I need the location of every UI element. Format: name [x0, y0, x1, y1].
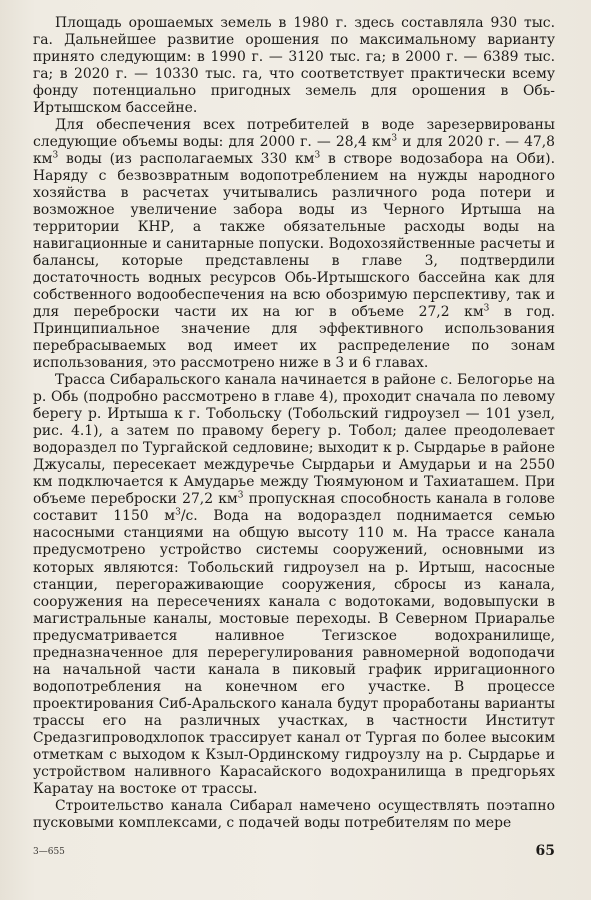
paragraph-1: Площадь орошаемых земель в 1980 г. здесь составляла 930 тыс. га. Дальнейшее развитие орошения по максимальному варианту принято следующим: в 1990 г. — 3120 тыс. га; в 2000 г. — 6389 тыс. га; в 2020 г. — 10330 тыс. га, что соответствует практически всему фонду потенциально пригодных земель для орошения в Обь-Иртышском бассейне.	[33, 15, 555, 117]
superscript: 3	[483, 303, 490, 314]
page-footer	[33, 843, 555, 863]
superscript: 3	[314, 150, 321, 161]
superscript: 3	[52, 150, 59, 161]
page-number: 65	[535, 843, 555, 859]
superscript: 3	[237, 490, 244, 501]
printer-signature: 3—655	[33, 847, 65, 857]
paragraph-2: Для обеспечения всех потребителей в воде зарезервированы следующие объемы воды: для 2000 г. — 28,4 $км^3$ и для 2020 г. — 47,8 $км^3$ воды (из располагаемых 330 $км^3$ в створе водозабора на Оби). Наряду с безвозвратным водопотреблением на нужды народного хозяйства в расчетах учитывались различного рода потери и возможное увеличение забора воды из Черного Иртыша на территории КНР, а также обязательные расходы воды на навигационные и санитарные попуски. Водохозяйственные расчеты и балансы, которые представлены в главе 3, подтвердили достаточность водных ресурсов Обь-Иртышского бассейна как для собственного водообеспечения на всю обозримую перспективу, так и для переброски части их на юг в объеме 27,2 $км^3$ в год. Принципиальное значение для эффективного использования перебрасываемых вод имеет их распределение по зонам использования, это рассмотрено ниже в 3 и 6 главах.	[33, 117, 555, 372]
body-text	[33, 15, 555, 832]
superscript: 3	[175, 507, 181, 518]
paragraph-4: Строительство канала Сибарал намечено осуществлять поэтапно пусковыми комплексами, с подачей воды потребителям по мере	[33, 797, 555, 831]
paragraph-3: Трасса Сибаральского канала начинается в районе с. Белогорье на р. Обь (подробно рассмотрено в главе 4), проходит сначала по левому берегу р. Иртыша к г. Тобольску (Тобольский гидроузел — 101 узел, рис. 4.1), а затем по правому берегу р. Тобол; далее преодолевает водораздел по Тургайской седловине; выходит к р. Сырдарье в районе Джусалы, пересекает междуречье Сырдарьи и Амударьи и на 2550 км подключается к Амударье между Тюямуюном и Тахиаташем. При объеме переброски 27,2 $км^3$ пропускная способность канала в голове составит 1150 $м^3/с$. Вода на водораздел поднимается семью насосными станциями на общую высоту 110 м. На трассе канала предусмотрено устройство системы сооружений, основными из которых являются: Тобольский гидроузел на р. Иртыш, насосные станции, перегораживающие сооружения, сбросы из канала, сооружения на пересечениях канала с водотоками, водовыпуски в магистральные каналы, мостовые переходы. В Северном Приаралье предусматривается наливное Тегизское водохранилище, предназначенное для перерегулирования равномерной водоподачи на начальной части канала в пиковый график ирригационного водопотребления на конечном его участке. В процессе проектирования Сиб-Аральского канала будут проработаны варианты трассы его на различных участках, в частности Институт Средазгипроводхлопок трассирует канал от Тургая по более высоким отметкам с выходом к Кзыл-Ординскому гидроузлу на р. Сырдарье и устройством наливного Карасайского водохранилища в предгорьях Каратау на востоке от трассы.	[33, 372, 555, 797]
superscript: 3	[391, 133, 398, 144]
